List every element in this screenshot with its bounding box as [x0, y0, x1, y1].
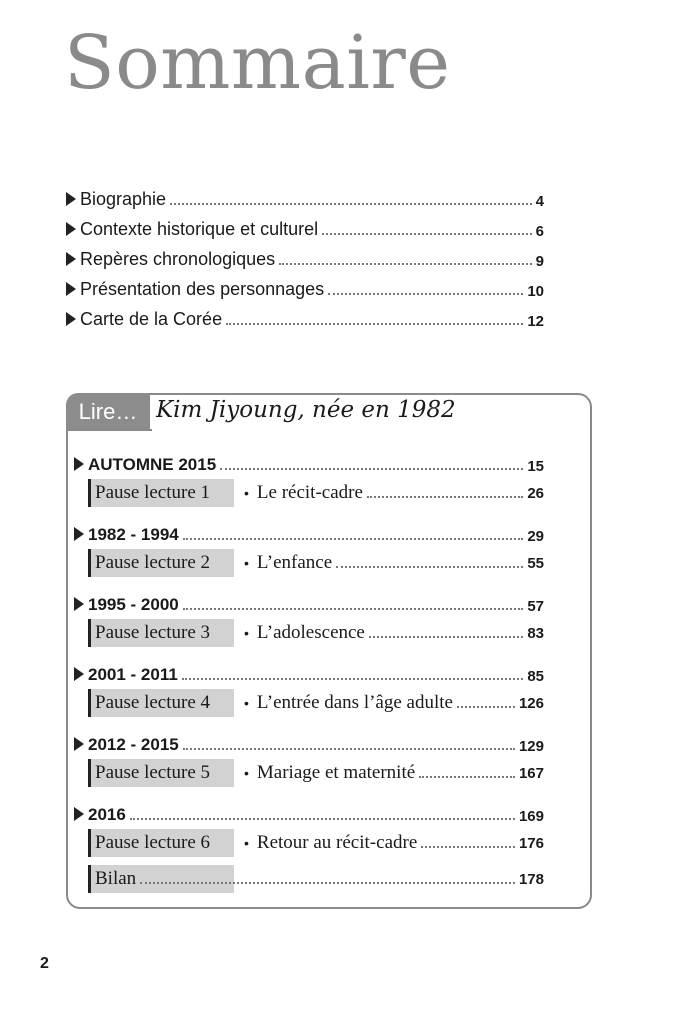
section-entry[interactable]: 1982 - 1994 29	[74, 523, 544, 545]
pause-entry[interactable]: Pause lecture 2 • L’enfance 55	[88, 549, 544, 577]
toc-entry[interactable]: Repères chronologiques 9	[66, 246, 544, 270]
pause-label: Pause lecture 4	[88, 689, 234, 717]
pause-entry[interactable]: Pause lecture 3 • L’adolescence 83	[88, 619, 544, 647]
section-entry[interactable]: AUTOMNE 2015 15	[74, 453, 544, 475]
triangle-bullet-icon	[74, 667, 84, 681]
section-entry[interactable]: 2012 - 2015 129	[74, 733, 544, 755]
pause-entry[interactable]: Pause lecture 5 • Mariage et maternité 167	[88, 759, 544, 787]
bullet-icon: •	[244, 695, 249, 711]
section-entry[interactable]: 1995 - 2000 57	[74, 593, 544, 615]
bullet-icon: •	[244, 485, 249, 501]
triangle-bullet-icon	[66, 252, 76, 266]
triangle-bullet-icon	[66, 282, 76, 296]
triangle-bullet-icon	[66, 312, 76, 326]
section-entry[interactable]: 2016 169	[74, 803, 544, 825]
toc-entry[interactable]: Carte de la Corée 12	[66, 306, 544, 330]
pause-label: Pause lecture 6	[88, 829, 234, 857]
bullet-icon: •	[244, 765, 249, 781]
page-number: 2	[40, 955, 49, 972]
bilan-entry[interactable]: Bilan 178	[88, 865, 544, 893]
triangle-bullet-icon	[74, 597, 84, 611]
section-entry[interactable]: 2001 - 2011 85	[74, 663, 544, 685]
page-title: Sommaire	[64, 20, 451, 106]
bullet-icon: •	[244, 625, 249, 641]
triangle-bullet-icon	[74, 807, 84, 821]
pause-label: Pause lecture 3	[88, 619, 234, 647]
bilan-label: Bilan	[95, 868, 137, 889]
triangle-bullet-icon	[74, 457, 84, 471]
pause-entry[interactable]: Pause lecture 6 • Retour au récit-cadre 176	[88, 829, 544, 857]
triangle-bullet-icon	[74, 737, 84, 751]
pause-label: Pause lecture 1	[88, 479, 234, 507]
bullet-icon: •	[244, 835, 249, 851]
toc-entry[interactable]: Présentation des personnages 10	[66, 276, 544, 300]
bullet-icon: •	[244, 555, 249, 571]
pause-entry[interactable]: Pause lecture 4 • L’entrée dans l’âge adulte 126	[88, 689, 544, 717]
toc-entry[interactable]: Contexte historique et culturel 6	[66, 216, 544, 240]
lire-label: Lire…	[66, 393, 150, 431]
pause-entry[interactable]: Pause lecture 1 • Le récit-cadre 26	[88, 479, 544, 507]
pause-label: Pause lecture 5	[88, 759, 234, 787]
pause-label: Pause lecture 2	[88, 549, 234, 577]
toc-entry[interactable]: Biographie 4	[66, 186, 544, 210]
triangle-bullet-icon	[74, 527, 84, 541]
triangle-bullet-icon	[66, 192, 76, 206]
triangle-bullet-icon	[66, 222, 76, 236]
book-title: Kim Jiyoung, née en 1982	[156, 397, 456, 423]
